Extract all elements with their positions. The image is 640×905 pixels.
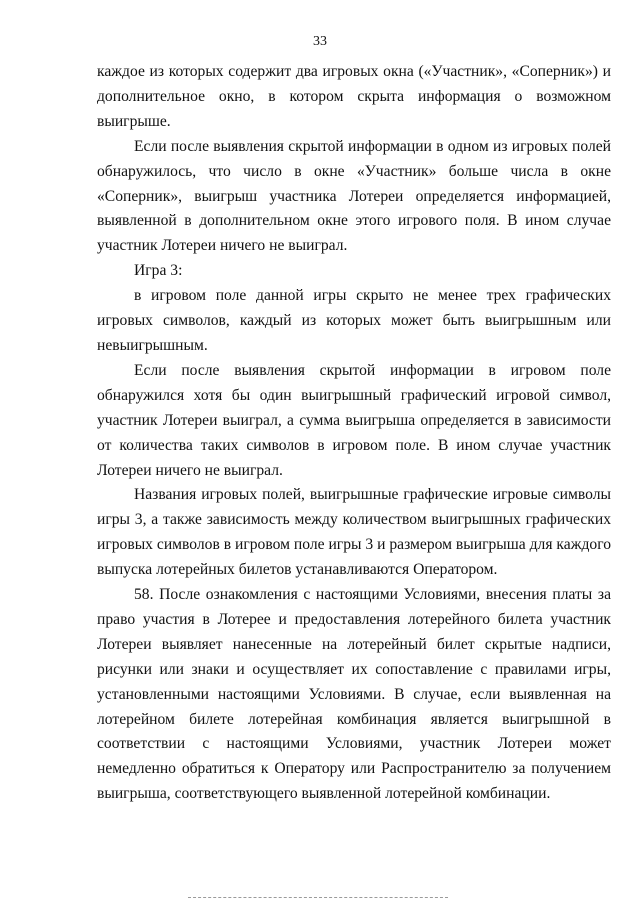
footer-divider (188, 897, 448, 898)
paragraph-clause-58: 58. После ознакомления с настоящими Условиями, внесения платы за право участия в Лотерее и предоставления лотерейного билета участник Лотереи выявляет нанесенные на лотерейный билет скрытые надписи, рисунки или знаки и осуществляет их сопоставление с правилами игры, установленными настоящими Условиями. В случае, если выявленная на лотерейном билете лотерейная комбинация является выигрышной в соответствии с настоящими Условиями, участник Лотереи может немедленно обратиться к Оператору или Распространителю за получением выигрыша, соответствующего выявленной лотерейной комбинации. (97, 586, 611, 803)
paragraph-participant-win-rule: Если после выявления скрытой информации в одном из игровых полей обнаружилось, что число в окне «Участник» больше числа в окне «Соперник», выигрыш участника Лотереи определяется информацией, выявленной в дополнительном окне этого игрового поля. В ином случае участник Лотереи ничего не выиграл. (97, 137, 611, 255)
paragraph-game-3-win-rule: Если после выявления скрытой информации в игровом поле обнаружился хотя бы один выигрышный графический игровой символ, участник Лотереи выиграл, а сумма выигрыша определяется в зависимости от количества таких символов в игровом поле. В ином случае участник Лотереи ничего не выиграл. (97, 361, 611, 479)
document-body (97, 60, 611, 807)
page-number: 33 (313, 34, 327, 49)
paragraph-game-3-symbols: в игровом поле данной игры скрыто не менее трех графических игровых символов, каждый из которых может быть выигрышным или невыигрышным. (97, 287, 611, 354)
paragraph-game-fields-names: Названия игровых полей, выигрышные графические игровые символы игры 3, а также зависимость между количеством выигрышных графических игровых символов в игровом поле игры 3 и размером выигрыша для каждого выпуска лотерейных билетов устанавливаются Оператором. (97, 486, 611, 579)
heading-game-3: Игра 3: (134, 262, 183, 280)
paragraph-continuation: каждое из которых содержит два игровых окна («Участник», «Соперник») и дополнительное окно, в котором скрыта информация о возможном выигрыше. (97, 63, 611, 130)
